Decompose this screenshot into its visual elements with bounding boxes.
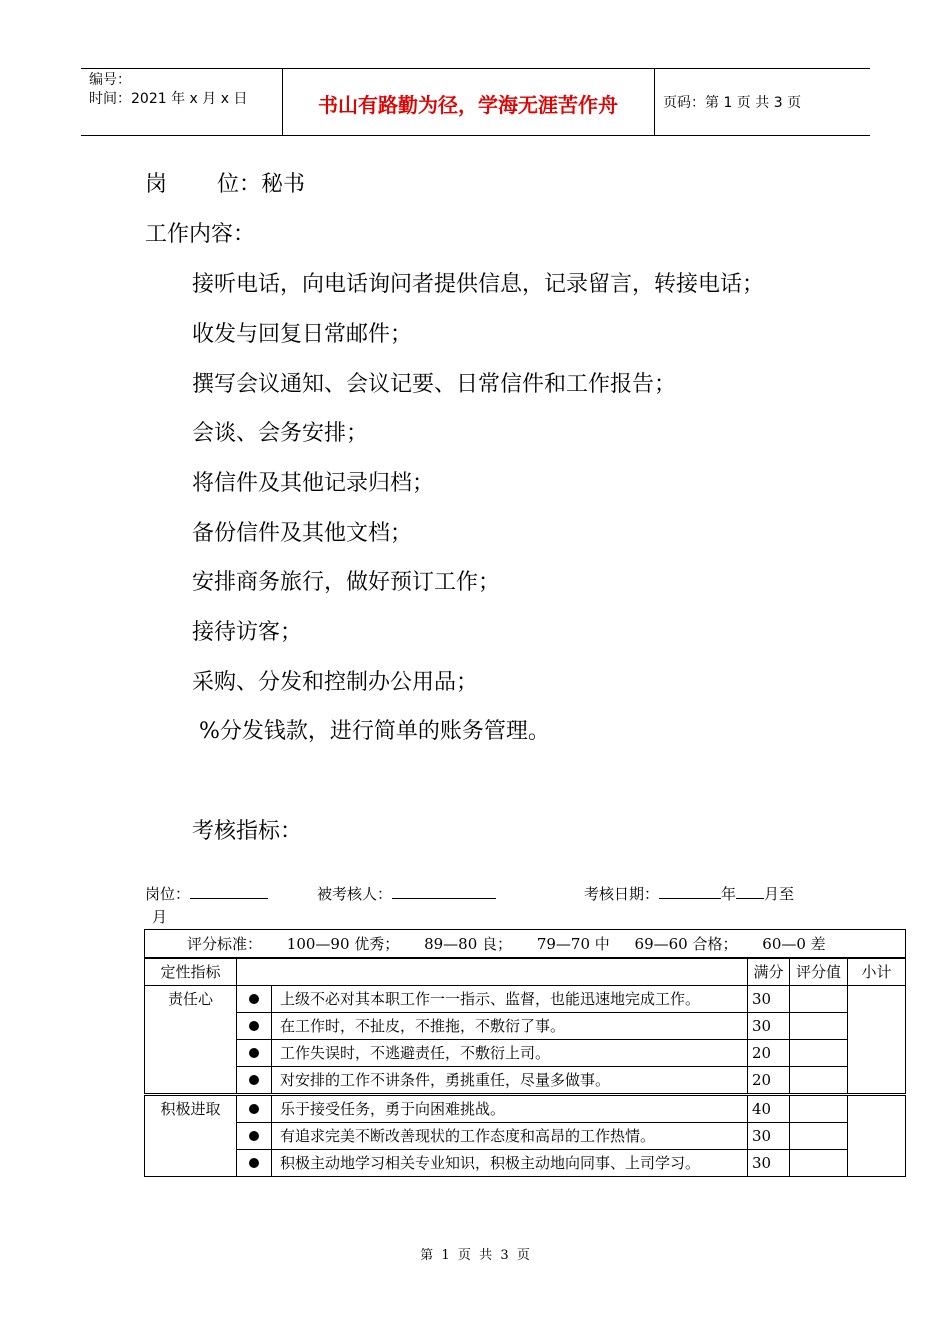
form-date-field bbox=[584, 884, 794, 904]
header-divider-right bbox=[654, 68, 655, 135]
col-header-rating: 评分值 bbox=[790, 958, 848, 986]
assessment-table bbox=[144, 929, 906, 1177]
form-post-label: 岗位： bbox=[145, 885, 191, 903]
header-page-info: 页码：第 1 页 共 3 页 bbox=[663, 95, 802, 111]
post-line bbox=[145, 170, 305, 200]
header-bottom-rule bbox=[81, 135, 870, 136]
standard-item: 89—80 良； bbox=[424, 934, 513, 953]
standard-item: 69—60 合格； bbox=[634, 934, 738, 953]
full-score: 30 bbox=[748, 1150, 790, 1177]
form-year-blank[interactable] bbox=[659, 884, 721, 899]
bullet-icon bbox=[237, 1067, 272, 1095]
header-top-rule bbox=[81, 68, 870, 69]
indicator-text: 上级不必对其本职工作一一指示、监督，也能迅速地完成工作。 bbox=[272, 986, 748, 1013]
bullet-icon bbox=[237, 986, 272, 1013]
form-year-label: 年 bbox=[721, 885, 737, 903]
duty-item: 备份信件及其他文档； bbox=[192, 521, 413, 546]
bullet-icon bbox=[237, 1123, 272, 1150]
standards-label: 评分标准： bbox=[187, 934, 263, 953]
form-post-field bbox=[145, 884, 268, 904]
rating-cell[interactable] bbox=[790, 1013, 848, 1040]
full-score: 30 bbox=[748, 1123, 790, 1150]
scoring-standards bbox=[145, 930, 906, 959]
standard-item: 79—70 中 bbox=[536, 934, 610, 953]
duty-item: 撰写会议通知、会议记要、日常信件和工作报告； bbox=[192, 372, 677, 397]
table-row bbox=[145, 986, 906, 1013]
col-header-blank bbox=[237, 958, 748, 986]
page-footer: 第 1 页 共 3 页 bbox=[420, 1248, 530, 1263]
form-month-to-label: 月至 bbox=[764, 885, 795, 903]
col-header-indicator: 定性指标 bbox=[145, 958, 237, 986]
form-person-field bbox=[317, 884, 496, 904]
bullet-icon bbox=[237, 1150, 272, 1177]
full-score: 40 bbox=[748, 1095, 790, 1123]
duty-item: 会谈、会务安排； bbox=[192, 421, 369, 446]
table-row bbox=[145, 1013, 906, 1040]
indicator-text: 对安排的工作不讲条件，勇挑重任，尽量多做事。 bbox=[272, 1067, 748, 1095]
post-label-b: 位：秘书 bbox=[217, 172, 306, 197]
indicator-text: 有追求完美不断改善现状的工作态度和高昂的工作热情。 bbox=[272, 1123, 748, 1150]
indicator-text: 在工作时，不扯皮，不推拖，不敷衍了事。 bbox=[272, 1013, 748, 1040]
full-score: 20 bbox=[748, 1040, 790, 1067]
bullet-icon bbox=[237, 1040, 272, 1067]
standard-item: 60—0 差 bbox=[762, 934, 826, 953]
table-row bbox=[145, 1095, 906, 1123]
category-cell: 责任心 bbox=[145, 986, 237, 1095]
table-row bbox=[145, 1040, 906, 1067]
rating-cell[interactable] bbox=[790, 1067, 848, 1095]
rating-cell[interactable] bbox=[790, 1095, 848, 1123]
category-cell: 积极进取 bbox=[145, 1095, 237, 1177]
table-row bbox=[145, 1067, 906, 1095]
standard-item: 100—90 优秀； bbox=[286, 934, 400, 953]
duty-item: 接听电话，向电话询问者提供信息，记录留言，转接电话； bbox=[192, 272, 765, 297]
post-label-a: 岗 bbox=[145, 172, 168, 197]
header-number-label: 编号： bbox=[89, 72, 131, 88]
subtotal-cell[interactable] bbox=[848, 986, 906, 1095]
full-score: 30 bbox=[748, 986, 790, 1013]
form-date-label: 考核日期： bbox=[584, 885, 660, 903]
form-person-label: 被考核人： bbox=[317, 885, 393, 903]
rating-cell[interactable] bbox=[790, 1123, 848, 1150]
duty-item: 接待访客； bbox=[192, 620, 303, 645]
work-content-heading: 工作内容： bbox=[145, 222, 256, 247]
bullet-icon bbox=[237, 1013, 272, 1040]
form-month-label: 月 bbox=[152, 908, 168, 926]
duty-item: %分发钱款，进行简单的账务管理。 bbox=[192, 719, 550, 744]
duty-item: 收发与回复日常邮件； bbox=[192, 322, 413, 347]
subtotal-cell[interactable] bbox=[848, 1095, 906, 1177]
table-row bbox=[145, 1123, 906, 1150]
indicator-text: 工作失误时，不逃避责任，不敷衍上司。 bbox=[272, 1040, 748, 1067]
full-score: 30 bbox=[748, 1013, 790, 1040]
header-motto: 书山有路勤为径，学海无涯苦作舟 bbox=[318, 93, 618, 117]
table-row bbox=[145, 1150, 906, 1177]
full-score: 20 bbox=[748, 1067, 790, 1095]
bullet-icon bbox=[237, 1095, 272, 1123]
duty-item: 采购、分发和控制办公用品； bbox=[192, 670, 479, 695]
duty-item: 将信件及其他记录归档； bbox=[192, 471, 435, 496]
form-person-blank[interactable] bbox=[392, 884, 496, 899]
indicator-text: 积极主动地学习相关专业知识，积极主动地向同事、上司学习。 bbox=[272, 1150, 748, 1177]
duty-item: 安排商务旅行，做好预订工作； bbox=[192, 570, 501, 595]
rating-cell[interactable] bbox=[790, 1040, 848, 1067]
rating-cell[interactable] bbox=[790, 986, 848, 1013]
col-header-subtotal: 小计 bbox=[848, 958, 906, 986]
col-header-full: 满分 bbox=[748, 958, 790, 986]
header-time-label: 时间：2021 年 x 月 x 日 bbox=[89, 91, 248, 107]
rating-cell[interactable] bbox=[790, 1150, 848, 1177]
indicator-text: 乐于接受任务，勇于向困难挑战。 bbox=[272, 1095, 748, 1123]
kpi-heading: 考核指标： bbox=[192, 819, 303, 844]
form-post-blank[interactable] bbox=[190, 884, 268, 899]
form-month-blank[interactable] bbox=[736, 884, 764, 899]
